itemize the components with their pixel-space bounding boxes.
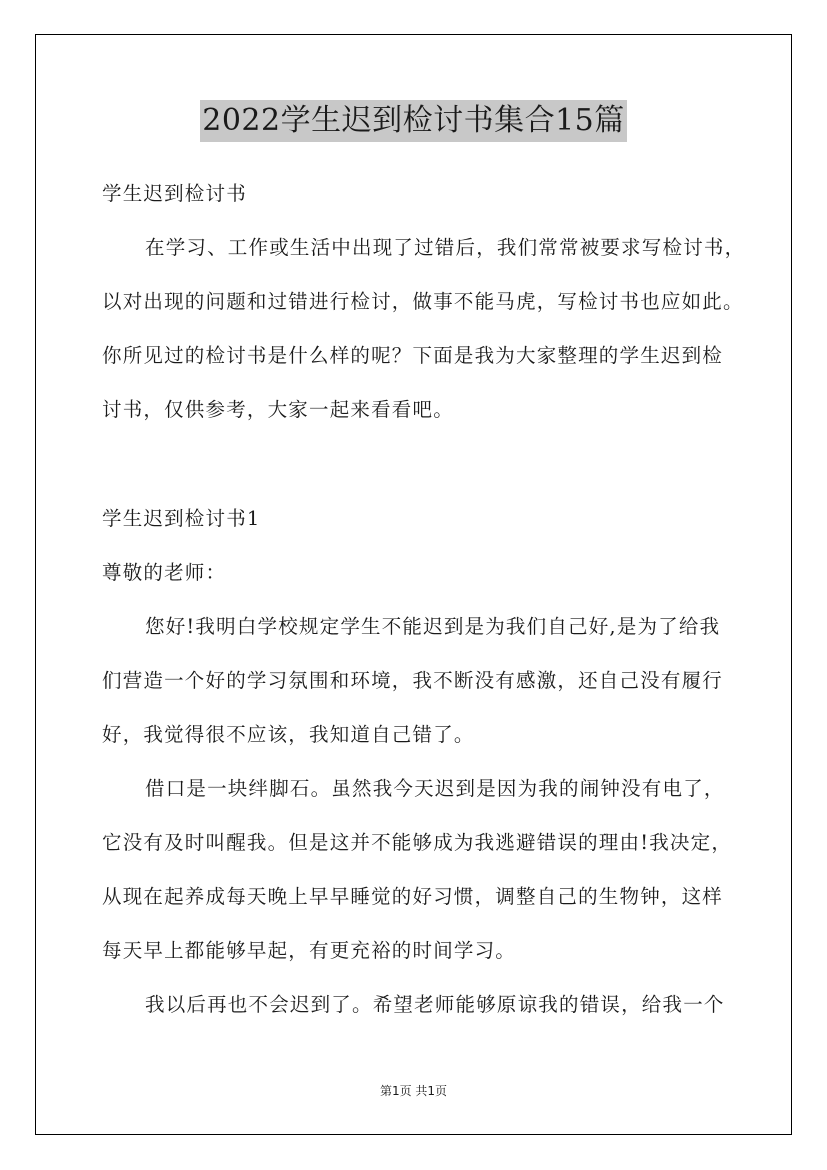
paragraph-line: 每天早上都能够早起，有更充裕的时间学习。: [102, 939, 517, 962]
paragraph-line: 我以后再也不会迟到了。希望老师能够原谅我的错误，给我一个: [145, 993, 725, 1016]
paragraph-line: 它没有及时叫醒我。但是这并不能够成为我逃避错误的理由!我决定，: [102, 831, 733, 854]
paragraph-line: 以对出现的问题和过错进行检讨，做事不能马虎，写检讨书也应如此。: [102, 290, 744, 313]
paragraph-line: 讨书，仅供参考，大家一起来看看吧。: [102, 398, 454, 421]
document-title: 2022学生迟到检讨书集合15篇: [200, 100, 627, 142]
paragraph-line: 您好!我明白学校规定学生不能迟到是为我们自己好,是为了给我: [145, 615, 721, 638]
page-number-footer: 第1页 共1页: [379, 1084, 448, 1098]
paragraph-line: 在学习、工作或生活中出现了过错后，我们常常被要求写检讨书，: [145, 236, 746, 259]
paragraph-line: 借口是一块绊脚石。虽然我今天迟到是因为我的闹钟没有电了，: [145, 777, 725, 800]
paragraph-line: 从现在起养成每天晚上早早睡觉的好习惯，调整自己的生物钟，这样: [102, 885, 724, 908]
paragraph-line: 们营造一个好的学习氛围和环境，我不断没有感激，还自己没有履行: [102, 669, 724, 692]
section-heading: 学生迟到检讨书: [102, 182, 247, 205]
paragraph-line: 你所见过的检讨书是什么样的呢？下面是我为大家整理的学生迟到检: [102, 344, 724, 367]
salutation: 尊敬的老师：: [102, 561, 227, 584]
section-heading: 学生迟到检讨书1: [102, 507, 261, 530]
document-title-wrap: [0, 100, 827, 142]
paragraph-line: 好，我觉得很不应该，我知道自己错了。: [102, 723, 475, 746]
